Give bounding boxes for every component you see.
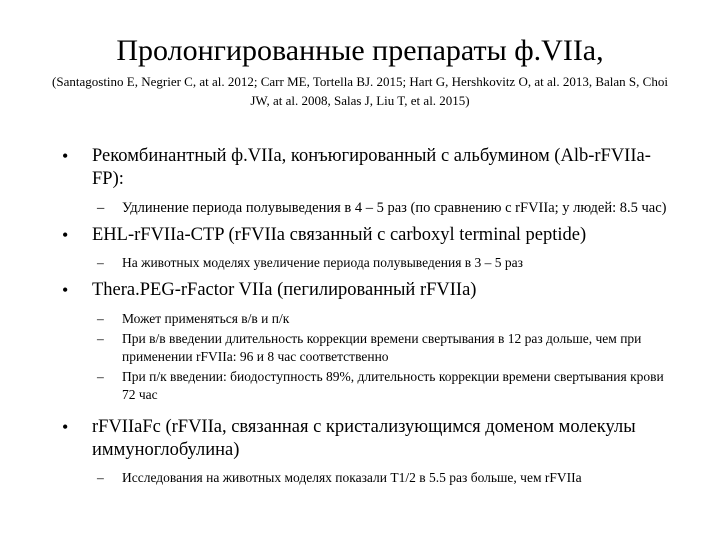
sub-item: [97, 199, 678, 218]
bullet-item-albumin: [62, 145, 678, 191]
dash-icon: –: [97, 369, 104, 384]
sub-item: [97, 330, 678, 366]
dash-icon: –: [97, 331, 104, 346]
bullet-text: Thera.PEG-rFactor VIIa (пегилированный rFVIIa): [92, 280, 477, 300]
bullet-text: EHL-rFVIIa-CTP (rFVIIa связанный с carboxyl terminal peptide): [92, 225, 587, 245]
bullet-icon: •: [62, 146, 69, 166]
dash-icon: –: [97, 200, 105, 216]
dash-icon: –: [97, 255, 104, 270]
sub-item: [97, 368, 678, 404]
bullet-icon: •: [62, 417, 69, 437]
bullet-icon: •: [62, 225, 69, 245]
slide-body: [0, 145, 720, 487]
bullet-text: rFVIIaFc (rFVIIa, связанная с кристализующимся доменом молекулы иммуноглобулина): [92, 417, 636, 460]
dash-icon: –: [97, 311, 104, 326]
sub-item-text: Исследования на животных моделях показали T1/2 в 5.5 раз больше, чем rFVIIa: [122, 470, 582, 485]
sub-item: [97, 469, 678, 487]
sub-item-text: Удлинение периода полувыведения в 4 – 5 раз (по сравнению с rFVIIa; у людей: 8.5 час): [122, 200, 667, 216]
sub-item-text: Может применяться в/в и п/к: [122, 311, 290, 326]
sub-item: [97, 310, 678, 328]
bullet-item-fc: [62, 416, 678, 462]
bullet-item-ctp: [62, 224, 678, 247]
bullet-icon: •: [62, 280, 69, 300]
slide-title: Пролонгированные препараты ф.VIIa,: [116, 34, 604, 67]
citation-references: (Santagostino E, Negrier C, at al. 2012; Carr ME, Tortella BJ. 2015; Hart G, Hershkovitz O, at al. 2013, Balan S, Choi JW, at al. 2008, Salas J, Liu T, et al. 2015): [52, 74, 668, 108]
bullet-item-peg: [62, 279, 678, 302]
dash-icon: –: [97, 470, 104, 485]
bullet-text: Рекомбинантный ф.VIIa, конъюгированный с альбумином (Alb-rFVIIa-FP):: [92, 146, 651, 189]
sub-item-text: При в/в введении длительность коррекции времени свертывания в 12 раз дольше, чем при применении rFVIIa: 96 и 8 час соответственно: [122, 331, 642, 364]
sub-item-text: На животных моделях увеличение периода полувыведения в 3 – 5 раз: [122, 255, 523, 270]
sub-item-text: При п/к введении: биодоступность 89%, длительность коррекции времени свертывания крови 72 час: [122, 369, 664, 402]
sub-item: [97, 254, 678, 272]
